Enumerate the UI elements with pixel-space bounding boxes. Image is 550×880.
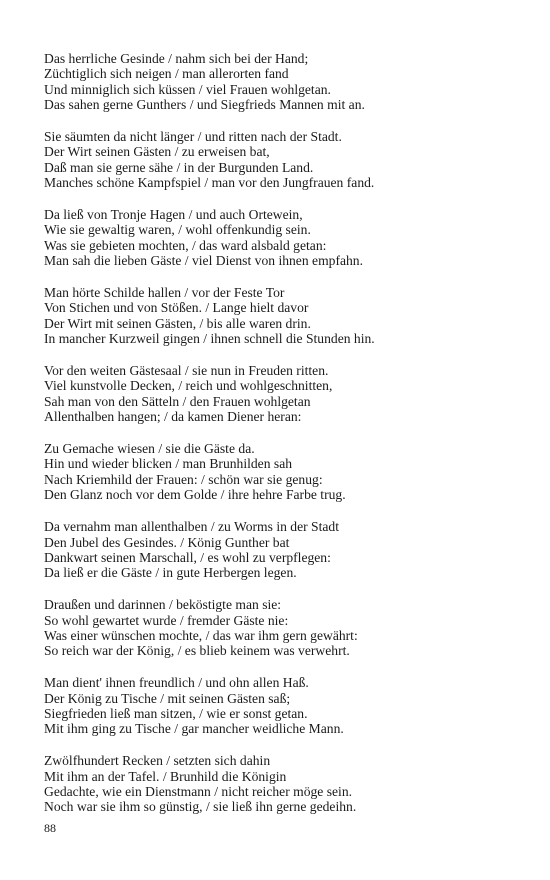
verse-line: Nach Kriemhild der Frauen: / schön war sie genug: [44, 471, 323, 487]
verse-line: Mit ihm an der Tafel. / Brunhild die Königin [44, 768, 287, 784]
stanza-10 [44, 753, 524, 815]
verse-line: Das sahen gerne Gunthers / und Siegfrieds Mannen mit an. [44, 97, 365, 113]
stanza-1 [44, 51, 524, 113]
stanza-8 [44, 597, 524, 659]
poem-text [44, 51, 524, 831]
verse-line: Zu Gemache wiesen / sie die Gäste da. [44, 441, 255, 457]
verse-line: Da ließ er die Gäste / in gute Herbergen legen. [44, 565, 297, 581]
verse-line: Dankwart seinen Marschall, / es wohl zu verpflegen: [44, 549, 331, 565]
verse-line: Manches schöne Kampfspiel / man vor den Jungfrauen fand. [44, 175, 375, 191]
stanza-7 [44, 519, 524, 581]
stanza-9 [44, 675, 524, 737]
verse-line: Siegfrieden ließ man sitzen, / wie er sonst getan. [44, 705, 308, 721]
stanza-6 [44, 441, 524, 503]
verse-line: In mancher Kurzweil gingen / ihnen schnell die Stunden hin. [44, 331, 375, 347]
verse-line: Sie säumten da nicht länger / und ritten nach der Stadt. [44, 129, 342, 145]
verse-line: Von Stichen und von Stößen. / Lange hielt davor [44, 300, 309, 316]
verse-line: Man hörte Schilde hallen / vor der Feste Tor [44, 285, 285, 301]
verse-line: Noch war sie ihm so günstig, / sie ließ ihn gerne gedeihn. [44, 799, 357, 815]
verse-line: So wohl gewartet wurde / fremder Gäste nie: [44, 612, 289, 628]
verse-line: Züchtiglich sich neigen / man allerorten fand [44, 66, 289, 82]
verse-line: Den Glanz noch vor dem Golde / ihre hehre Farbe trug. [44, 487, 346, 503]
verse-line: Der König zu Tische / mit seinen Gästen saß; [44, 690, 291, 706]
verse-line: Zwölfhundert Recken / setzten sich dahin [44, 753, 271, 769]
verse-line: Hin und wieder blicken / man Brunhilden sah [44, 456, 293, 472]
verse-line: Sah man von den Sätteln / den Frauen wohlgetan [44, 393, 311, 409]
page-number: 88 [44, 821, 56, 835]
verse-line: Der Wirt seinen Gästen / zu erweisen bat, [44, 144, 270, 160]
verse-line: Vor den weiten Gästesaal / sie nun in Freuden ritten. [44, 363, 329, 379]
verse-line: Man dient' ihnen freundlich / und ohn allen Haß. [44, 675, 309, 691]
verse-line: Daß man sie gerne sähe / in der Burgunden Land. [44, 159, 314, 175]
verse-line: Wie sie gewaltig waren, / wohl offenkundig sein. [44, 222, 311, 238]
verse-line: Allenthalben hangen; / da kamen Diener heran: [44, 409, 302, 425]
stanza-2 [44, 129, 524, 191]
verse-line: Was sie gebieten mochten, / das ward alsbald getan: [44, 237, 327, 253]
verse-line: Da ließ von Tronje Hagen / und auch Ortewein, [44, 207, 303, 223]
verse-line: Viel kunstvolle Decken, / reich und wohlgeschnitten, [44, 378, 333, 394]
verse-line: So reich war der König, / es blieb keinem was verwehrt. [44, 643, 350, 659]
verse-line: Mit ihm ging zu Tische / gar mancher weidliche Mann. [44, 721, 344, 737]
verse-line: Was einer wünschen mochte, / das war ihm gern gewährt: [44, 627, 358, 643]
verse-line: Den Jubel des Gesindes. / König Gunther bat [44, 534, 290, 550]
verse-line: Da vernahm man allenthalben / zu Worms in der Stadt [44, 519, 339, 535]
verse-line: Gedachte, wie ein Dienstmann / nicht reicher möge sein. [44, 783, 353, 799]
verse-line: Und minniglich sich küssen / viel Frauen wohlgetan. [44, 81, 331, 97]
verse-line: Der Wirt mit seinen Gästen, / bis alle waren drin. [44, 315, 311, 331]
stanza-5 [44, 363, 524, 425]
verse-line: Draußen und darinnen / beköstigte man sie: [44, 597, 282, 613]
stanza-4 [44, 285, 524, 347]
verse-line: Man sah die lieben Gäste / viel Dienst von ihnen empfahn. [44, 253, 363, 269]
verse-line: Das herrliche Gesinde / nahm sich bei der Hand; [44, 51, 309, 66]
stanza-3 [44, 207, 524, 269]
